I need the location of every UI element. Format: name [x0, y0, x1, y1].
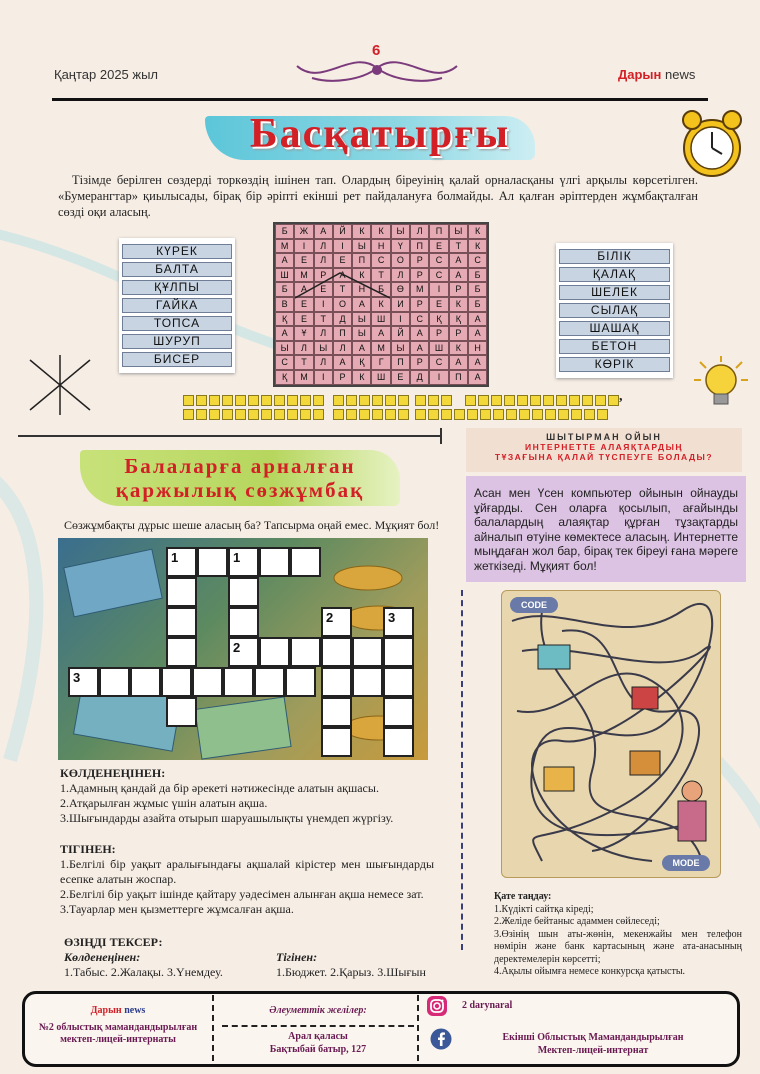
crossword-cell[interactable]: [166, 577, 197, 607]
grid-letter: Б: [275, 282, 294, 297]
clue-item: 3.Тауарлар мен қызметтерге жұмсалған ақша.: [60, 902, 294, 916]
grid-letter: Р: [410, 253, 429, 268]
word-item: ШУРУП: [122, 334, 232, 349]
answer-row-2: [183, 409, 324, 420]
grid-letter: Р: [449, 326, 468, 341]
cell-number: 1: [233, 550, 241, 565]
grid-letter: Л: [314, 326, 333, 341]
check-down-label: Тігінен:: [276, 950, 318, 964]
grid-letter: Е: [294, 253, 313, 268]
grid-letter: І: [314, 297, 333, 312]
grid-letter: С: [429, 253, 448, 268]
grid-letter: Л: [391, 268, 410, 283]
grid-letter: Е: [314, 282, 333, 297]
maze-end-label: MODE: [662, 855, 710, 871]
crossword-title: [90, 454, 390, 502]
grid-letter: Ш: [371, 370, 390, 385]
crossword-cell[interactable]: [228, 547, 259, 577]
crossword-cell[interactable]: [68, 667, 99, 697]
puzzle-intro: Тізімде берілген сөздерді торкөздің ішінен тап. Олардың біреуінің қалай орналасқаны үлгі арқылы көрсетілген. «Бумерангтар» қиылысады, бірақ бір әріпті екінші рет пайдалануға болмайды. Ал қалған әріптерден жұмбақталған сөзді оқи аласың.: [58, 173, 698, 219]
footer-divider: [212, 995, 214, 1061]
grid-letter: А: [468, 370, 487, 385]
puzzle-title: Басқатырғы: [249, 111, 511, 157]
grid-letter: К: [371, 224, 390, 239]
grid-letter: І: [391, 312, 410, 327]
crossword-cell[interactable]: [321, 727, 352, 757]
grid-letter: С: [275, 355, 294, 370]
address-line2: Бақтыбай батыр, 127: [269, 1044, 367, 1055]
grid-letter: Қ: [275, 370, 294, 385]
crossword-cell[interactable]: [223, 667, 254, 697]
brand-rest: news: [661, 67, 696, 82]
grid-letter: Б: [468, 268, 487, 283]
grid-letter: В: [275, 297, 294, 312]
grid-letter: А: [449, 268, 468, 283]
word-item: БАЛТА: [122, 262, 232, 277]
grid-letter: Е: [333, 253, 352, 268]
grid-letter: Ү: [391, 239, 410, 254]
footer-school: №2 облыстық мамандандырылған мектеп-лицей-интернаты: [38, 1022, 198, 1045]
grid-letter: С: [468, 253, 487, 268]
clue-item: 2.Атқарылған жұмыс үшін алатын ақша.: [60, 796, 268, 810]
grid-letter: Р: [410, 268, 429, 283]
grid-letter: Д: [333, 312, 352, 327]
check-down-answers: 1.Бюджет. 2.Қарыз. 3.Шығын: [276, 965, 426, 979]
grid-letter: Б: [275, 224, 294, 239]
crossword-cell[interactable]: [321, 637, 352, 667]
footer-divider-2: [417, 995, 419, 1061]
grid-letter: Қ: [275, 312, 294, 327]
grid-letter: С: [371, 253, 390, 268]
grid-letter: А: [333, 355, 352, 370]
word-item: КҮРЕК: [122, 244, 232, 259]
social-label: Әлеуметтік желілер:: [269, 1005, 367, 1016]
answer-row-1c: [415, 395, 452, 406]
crossword-cell[interactable]: [321, 667, 352, 697]
grid-letter: Е: [429, 297, 448, 312]
wrong-item: 3.Өзінің шын аты-жөнін, мекенжайы мен телефон нөмірін және банк картасының және ата-анасының деректемелерін көрсетті;: [494, 928, 742, 965]
grid-letter: Б: [371, 282, 390, 297]
brand-red: Дарын: [618, 67, 662, 82]
left-word-list: [119, 238, 235, 373]
answer-punctuation: ,: [619, 389, 623, 404]
grid-letter: Б: [468, 297, 487, 312]
wrong-item: 1.Күдікті сайтқа кіреді;: [494, 903, 594, 915]
check-heading: ӨЗІҢДІ ТЕКСЕР:: [64, 935, 163, 949]
crossword-prompt: Сөзжұмбақты дұрыс шеше аласың ба? Тапсырма оңай емес. Мұқият бол!: [64, 518, 440, 532]
crossword-cell[interactable]: [228, 637, 259, 667]
grid-letter: Ы: [352, 326, 371, 341]
facebook-line2[interactable]: Мектеп-лицей-интернат: [537, 1045, 649, 1056]
grid-letter: А: [468, 312, 487, 327]
word-item: БИСЕР: [122, 352, 232, 367]
game-header: [466, 428, 742, 472]
cell-number: 2: [326, 610, 334, 625]
crossword-cell[interactable]: [228, 577, 259, 607]
crossword-cell[interactable]: [383, 697, 414, 727]
grid-letter: К: [449, 297, 468, 312]
brand-header: [618, 67, 695, 82]
grid-letter: Ш: [429, 341, 448, 356]
grid-letter: А: [410, 326, 429, 341]
crossword-cell[interactable]: [321, 607, 352, 637]
clue-item: 3.Шығындарды азайта отырып шаруашылықты үнемдеп жүргізу.: [60, 811, 394, 825]
crossword-cell[interactable]: [321, 697, 352, 727]
grid-letter: Й: [333, 224, 352, 239]
word-item: БІЛІК: [559, 249, 670, 264]
grid-letter: Е: [391, 370, 410, 385]
grid-letter: Л: [410, 224, 429, 239]
grid-letter: Г: [371, 355, 390, 370]
grid-letter: А: [275, 253, 294, 268]
crossword-image: [58, 538, 428, 760]
grid-letter: К: [468, 224, 487, 239]
crossword-cell[interactable]: [383, 667, 414, 697]
crossword-cell[interactable]: [99, 667, 130, 697]
grid-letter: Н: [352, 282, 371, 297]
crossword-cell[interactable]: [352, 667, 383, 697]
grid-letter: Ұ: [294, 326, 313, 341]
footer-brand-red: Дарын: [90, 1005, 122, 1016]
grid-letter: Т: [371, 268, 390, 283]
grid-letter: А: [352, 297, 371, 312]
grid-letter: Л: [314, 253, 333, 268]
word-item: СЫЛАҚ: [559, 303, 670, 318]
crossword-cell[interactable]: [192, 667, 223, 697]
clue-item: 1.Адамның қандай да бір әрекеті нәтижесінде алатын ақшасы.: [60, 781, 379, 795]
grid-letter: О: [391, 253, 410, 268]
grid-letter: Ш: [371, 312, 390, 327]
grid-letter: Е: [294, 297, 313, 312]
grid-letter: І: [429, 282, 448, 297]
light-bulb-icon: [692, 354, 750, 420]
grid-letter: С: [429, 355, 448, 370]
grid-letter: Р: [410, 297, 429, 312]
grid-letter: Ы: [314, 341, 333, 356]
grid-letter: Д: [410, 370, 429, 385]
grid-letter: П: [352, 253, 371, 268]
grid-letter: П: [449, 370, 468, 385]
section-divider: [18, 435, 442, 437]
grid-letter: К: [468, 239, 487, 254]
grid-letter: Р: [429, 326, 448, 341]
game-heading-2: ИНТЕРНЕТТЕ АЛАЯҚТАРДЫҢ: [524, 442, 684, 452]
crossword-cell[interactable]: [383, 727, 414, 757]
grid-letter: Л: [333, 341, 352, 356]
grid-letter: Ы: [449, 224, 468, 239]
grid-letter: Т: [294, 355, 313, 370]
grid-letter: І: [314, 370, 333, 385]
grid-letter: Ы: [391, 224, 410, 239]
clue-item: 2.Белгілі бір уақыт ішінде қайтару уәдесімен алынған ақша немесе зат.: [60, 887, 424, 901]
maze-start-label: CODE: [510, 597, 558, 613]
grid-letter: Б: [468, 282, 487, 297]
footer-brand: [30, 1005, 206, 1016]
grid-letter: Ж: [294, 224, 313, 239]
grid-letter: Н: [371, 239, 390, 254]
grid-letter: Қ: [352, 355, 371, 370]
grid-letter: Й: [391, 326, 410, 341]
game-heading-1: ШЫТЫРМАН ОЙЫН: [546, 432, 662, 442]
grid-letter: Ө: [391, 282, 410, 297]
grid-letter: А: [449, 253, 468, 268]
grid-letter: А: [449, 355, 468, 370]
crossword-cell[interactable]: [259, 637, 290, 667]
right-word-list: [556, 243, 673, 378]
grid-letter: И: [391, 297, 410, 312]
word-item: ТОПСА: [122, 316, 232, 331]
crossword-cell[interactable]: [166, 637, 197, 667]
grid-letter: К: [449, 341, 468, 356]
grid-letter: А: [371, 326, 390, 341]
grid-letter: Қ: [429, 312, 448, 327]
grid-letter: Т: [333, 282, 352, 297]
wrong-item: 2.Желіде бейтаныс адаммен сөйлеседі;: [494, 916, 660, 927]
grid-letter: Ы: [352, 312, 371, 327]
grid-letter: А: [410, 341, 429, 356]
grid-letter: О: [333, 297, 352, 312]
crossword-cell[interactable]: [166, 607, 197, 637]
answer-row-1d: [465, 395, 619, 406]
word-item: ҚҰЛПЫ: [122, 280, 232, 295]
instagram-handle[interactable]: 2 darynaral: [462, 1000, 513, 1011]
cell-number: 3: [388, 610, 396, 625]
grid-letter: А: [333, 268, 352, 283]
crossword-cell[interactable]: [228, 607, 259, 637]
crossword-cell[interactable]: [130, 667, 161, 697]
crossword-cell[interactable]: [383, 637, 414, 667]
header-rule: [52, 98, 708, 101]
answer-row-2b: [333, 409, 409, 420]
game-heading-3: ТҰЗАҒЫНА ҚАЛАЙ ТҮСПЕУГЕ БОЛАДЫ?: [494, 452, 714, 462]
page-number: 6: [372, 42, 381, 59]
check-across-label: Көлденеңінен:: [64, 950, 141, 964]
grid-letter: К: [352, 268, 371, 283]
grid-letter: Т: [449, 239, 468, 254]
cell-number: 2: [233, 640, 241, 655]
grid-letter: А: [275, 326, 294, 341]
grid-letter: Е: [294, 312, 313, 327]
across-heading: КӨЛДЕНЕҢІНЕН:: [60, 766, 166, 780]
grid-letter: А: [352, 341, 371, 356]
maze-paths: [502, 591, 721, 878]
grid-letter: Р: [410, 355, 429, 370]
answer-row-2c: [415, 409, 608, 420]
grid-letter: Ы: [352, 239, 371, 254]
down-heading: ТІГІНЕН:: [60, 842, 116, 856]
grid-letter: І: [294, 239, 313, 254]
crossword-cell[interactable]: [161, 667, 192, 697]
grid-letter: М: [410, 282, 429, 297]
crossword-cell[interactable]: [290, 547, 321, 577]
answer-row-1: [183, 395, 324, 406]
sparkle-icon: [30, 355, 90, 415]
grid-letter: Л: [314, 239, 333, 254]
grid-letter: Р: [333, 370, 352, 385]
crossword-title-line2: қаржылық сөзжұмбақ: [115, 478, 365, 502]
grid-letter: А: [294, 282, 313, 297]
word-item: БЕТОН: [559, 339, 670, 354]
grid-letter: Т: [314, 312, 333, 327]
grid-letter: А: [468, 326, 487, 341]
grid-letter: Ы: [275, 341, 294, 356]
grid-letter: Р: [314, 268, 333, 283]
footer-brand-rest: news: [121, 1005, 146, 1016]
word-item: ШЕЛЕК: [559, 285, 670, 300]
section-divider-tick: [440, 428, 442, 444]
grid-letter: Р: [449, 282, 468, 297]
grid-letter: П: [333, 326, 352, 341]
crossword-cell[interactable]: [290, 637, 321, 667]
grid-letter: Л: [294, 341, 313, 356]
crossword-cell[interactable]: [166, 547, 197, 577]
footer-divider-h: [222, 1025, 414, 1027]
instagram-icon[interactable]: [426, 995, 448, 1017]
down-clues: [60, 842, 434, 917]
word-item: ГАЙКА: [122, 298, 232, 313]
grid-letter: П: [391, 355, 410, 370]
grid-letter: Е: [429, 239, 448, 254]
clue-item: 1.Белгілі бір уақыт аралығындағы ақшалай кірістер мен шығындарды есепке алатын жоспар.: [60, 857, 434, 886]
crossword-cell[interactable]: [383, 607, 414, 637]
facebook-line1[interactable]: Екінші Облыстық Мамандандырылған: [502, 1032, 684, 1043]
word-item: ШАШАҚ: [559, 321, 670, 336]
wrong-choices: [494, 891, 742, 979]
address-line1: Арал қаласы: [288, 1031, 348, 1042]
crossword-cell[interactable]: [166, 697, 197, 727]
facebook-icon[interactable]: [430, 1028, 452, 1050]
crossword-cell[interactable]: [285, 667, 316, 697]
column-separator: [461, 590, 463, 950]
grid-letter: Ш: [275, 268, 294, 283]
grid-letter: А: [314, 224, 333, 239]
grid-letter: П: [410, 239, 429, 254]
issue-date: Қаңтар 2025 жыл: [54, 67, 159, 82]
grid-letter: І: [333, 239, 352, 254]
answer-row-1b: [333, 395, 409, 406]
grid-letter: П: [429, 224, 448, 239]
game-text: Асан мен Үсен компьютер ойынын ойнауды ұйғарды. Сен оларға қосылып, ағайынды балалардың алаяқтар құрған тұзақтарды айналып өтуіне көмектесе аласың. Интернетте мыңдаған жол бар, бірақ тек біреуі ғана мәреге жеткізеді. Мұқият бол!: [466, 476, 746, 582]
crossword-cell[interactable]: [259, 547, 290, 577]
crossword-cell[interactable]: [352, 637, 383, 667]
grid-letter: Ы: [391, 341, 410, 356]
crossword-cell[interactable]: [254, 667, 285, 697]
grid-letter: М: [294, 268, 313, 283]
grid-letter: А: [468, 355, 487, 370]
grid-letter: К: [371, 297, 390, 312]
grid-letter: М: [371, 341, 390, 356]
cell-number: 3: [73, 670, 81, 685]
check-across-answers: 1.Табыс. 2.Жалақы. 3.Үнемдеу.: [64, 965, 223, 979]
example-boomerang: [290, 268, 400, 308]
word-item: ҚАЛАҚ: [559, 267, 670, 282]
grid-letter: Қ: [449, 312, 468, 327]
grid-letter: С: [429, 268, 448, 283]
grid-letter: М: [294, 370, 313, 385]
grid-letter: К: [352, 370, 371, 385]
crossword-cell[interactable]: [197, 547, 228, 577]
word-item: КӨРІК: [559, 357, 670, 372]
cell-number: 1: [171, 550, 179, 565]
wrong-item: 4.Ақылы ойымға немесе конкурсқа қатысты.: [494, 966, 686, 977]
grid-letter: К: [352, 224, 371, 239]
grid-letter: С: [410, 312, 429, 327]
grid-letter: Л: [314, 355, 333, 370]
alarm-clock-icon: [680, 104, 744, 182]
grid-letter: Н: [468, 341, 487, 356]
wrong-heading: Қате таңдау:: [494, 891, 552, 902]
maze-image: [501, 590, 721, 878]
crossword-title-line1: Балаларға арналған: [124, 454, 356, 478]
across-clues: [60, 766, 440, 826]
grid-letter: М: [275, 239, 294, 254]
grid-letter: І: [429, 370, 448, 385]
